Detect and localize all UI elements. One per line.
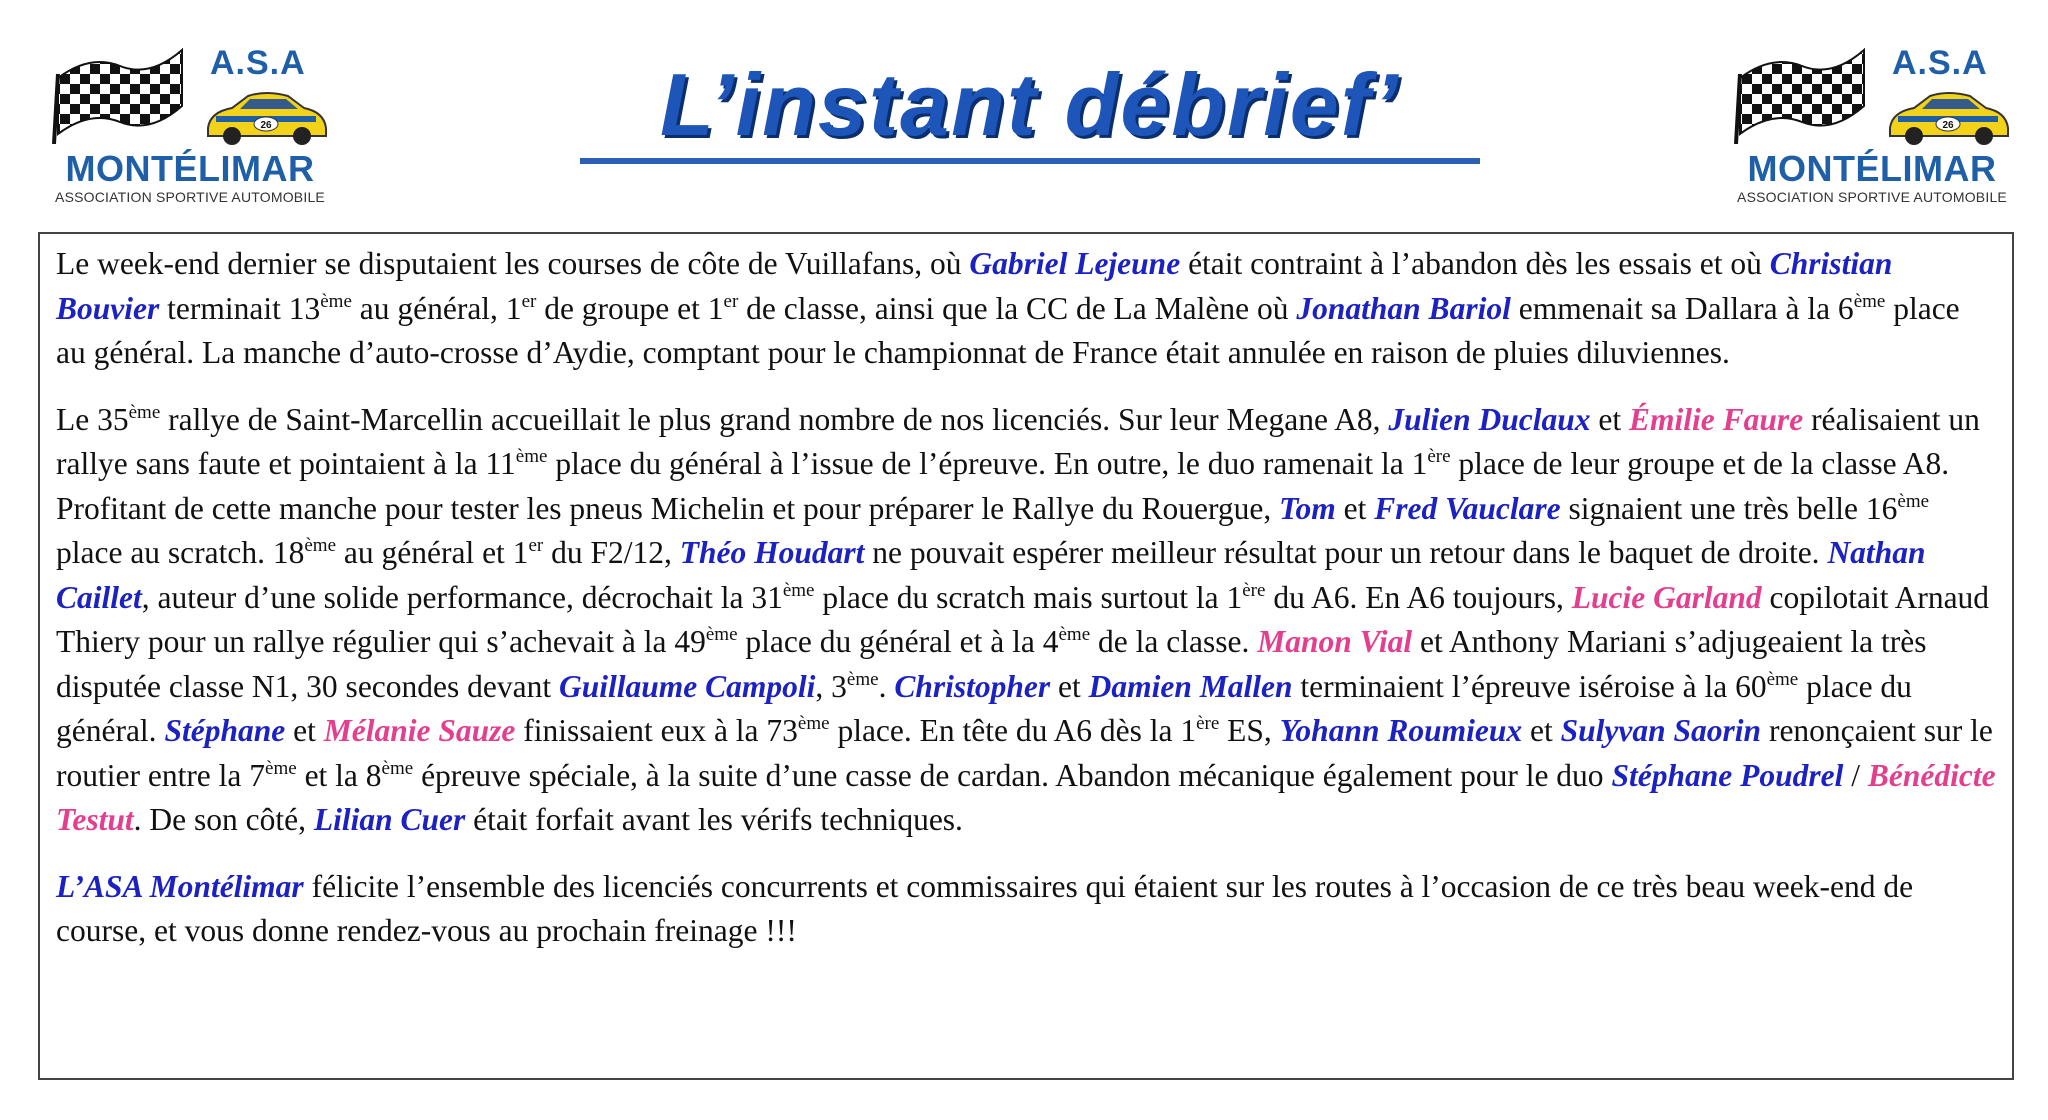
logo-tagline: ASSOCIATION SPORTIVE AUTOMOBILE (55, 189, 325, 205)
driver-name: Fred Vauclare (1374, 490, 1561, 526)
codriver-name: Manon Vial (1257, 624, 1413, 659)
driver-name: Damien Mallen (1088, 668, 1293, 704)
logo-brand-text: MONTÉLIMAR (1747, 148, 1997, 189)
driver-name: Christian Bouvier (56, 246, 1893, 326)
checkered-flag-icon (1732, 44, 1872, 144)
driver-name: Gabriel Lejeune (969, 246, 1181, 281)
driver-name: Yohann Roumieux (1279, 713, 1523, 748)
driver-name: Julien Duclaux (1388, 401, 1591, 437)
paragraph-closing: L’ASA Montélimar félicite l’ensemble des licenciés concurrents et commissaires qui étaient sur les routes à l’occasion de ce très beau week-end de course, et vous donne rendez-vous au prochain freinage !!! (56, 868, 1914, 948)
logo-asa-text: A.S.A (210, 44, 306, 82)
rally-car-icon (202, 88, 330, 150)
checkered-flag-icon (50, 44, 190, 144)
logo-brand-text: MONTÉLIMAR (65, 148, 315, 189)
driver-name: Stéphane (164, 713, 286, 748)
svg-text:26: 26 (260, 120, 272, 131)
article-box (38, 232, 2014, 1080)
codriver-name: Mélanie Sauze (323, 713, 516, 748)
asa-logo-left (50, 44, 330, 204)
rally-car-icon (1884, 88, 2012, 150)
logo-asa-text: A.S.A (1892, 44, 1988, 82)
driver-name: Jonathan Bariol (1296, 290, 1511, 326)
codriver-name: Lucie Garland (1571, 579, 1762, 615)
driver-name: Guillaume Campoli (559, 668, 816, 704)
title-underline (580, 158, 1480, 164)
driver-name: Lilian Cuer (313, 802, 466, 837)
logo-tagline: ASSOCIATION SPORTIVE AUTOMOBILE (1737, 189, 2007, 205)
driver-name: Théo Houdart (679, 535, 865, 570)
codriver-name: Émilie Faure (1629, 401, 1804, 437)
paragraph-rally: Le 35ème rallye de Saint-Marcellin accueillait le plus grand nombre de nos licenciés. Sur leur Megane A8, Julien Duclaux et Émilie Faure réalisaient un rallye sans faute et pointaient à la 11ème place du général à l’issue de l’épreuve. En outre, le duo ramenait la 1ère place de leur groupe et de la classe A8. Profitant de cette manche pour tester les pneus Michelin et pour préparer le Rallye du Rouergue, Tom et Fred Vauclare signaient une très belle 16ème place au scratch. 18ème au général et 1er du F2/12, Théo Houdart ne pouvait espérer meilleur résultat pour un retour dans le baquet de droite. Nathan Caillet, auteur d’une solide performance, décrochait la 31ème place du scratch mais surtout la 1ère du A6. En A6 toujours, Lucie Garland copilotait Arnaud Thiery pour un rallye régulier qui s’achevait à la 49ème place du général et à la 4ème de la classe. Manon Vial et Anthony Mariani s’adjugeaient la très disputée classe N1, 30 secondes devant Guillaume Campoli, 3ème. Christopher et Damien Mallen terminaient l’épreuve iséroise à la 60ème place du général. Stéphane et Mélanie Sauze finissaient eux à la 73ème place. En tête du A6 dès la 1ère ES, Yohann Roumieux et Sulyvan Saorin renonçaient sur le routier entre la 7ème et la 8ème épreuve spéciale, à la suite d’une casse de cardan. Abandon mécanique également pour le duo Stéphane Poudrel / Bénédicte Testut. De son côté, Lilian Cuer était forfait avant les vérifs techniques. (56, 401, 1996, 837)
asa-logo-right (1732, 44, 2012, 204)
page-title: L’instant débrief’ (660, 55, 1400, 154)
paragraph-hillclimb: Le week-end dernier se disputaient les courses de côte de Vuillafans, où Gabriel Lejeune était contraint à l’abandon dès les essais et où Christian Bouvier terminait 13ème au général, 1er de groupe et 1er de classe, ainsi que la CC de La Malène où Jonathan Bariol emmenait sa Dallara à la 6ème place au général. La manche d’auto-crosse d’Aydie, comptant pour le championnat de France était annulée en raison de pluies diluviennes. (56, 246, 1960, 370)
club-name: L’ASA Montélimar (56, 868, 304, 904)
driver-name: Sulyvan Saorin (1560, 713, 1762, 748)
driver-name: Nathan Caillet (56, 535, 1926, 615)
driver-name: Stéphane Poudrel (1611, 757, 1844, 793)
title-block (580, 40, 1480, 170)
driver-name: Christopher (894, 668, 1051, 704)
driver-name: Tom (1279, 490, 1336, 526)
svg-text:26: 26 (1942, 120, 1954, 131)
codriver-name: Bénédicte Testut (56, 757, 1996, 837)
